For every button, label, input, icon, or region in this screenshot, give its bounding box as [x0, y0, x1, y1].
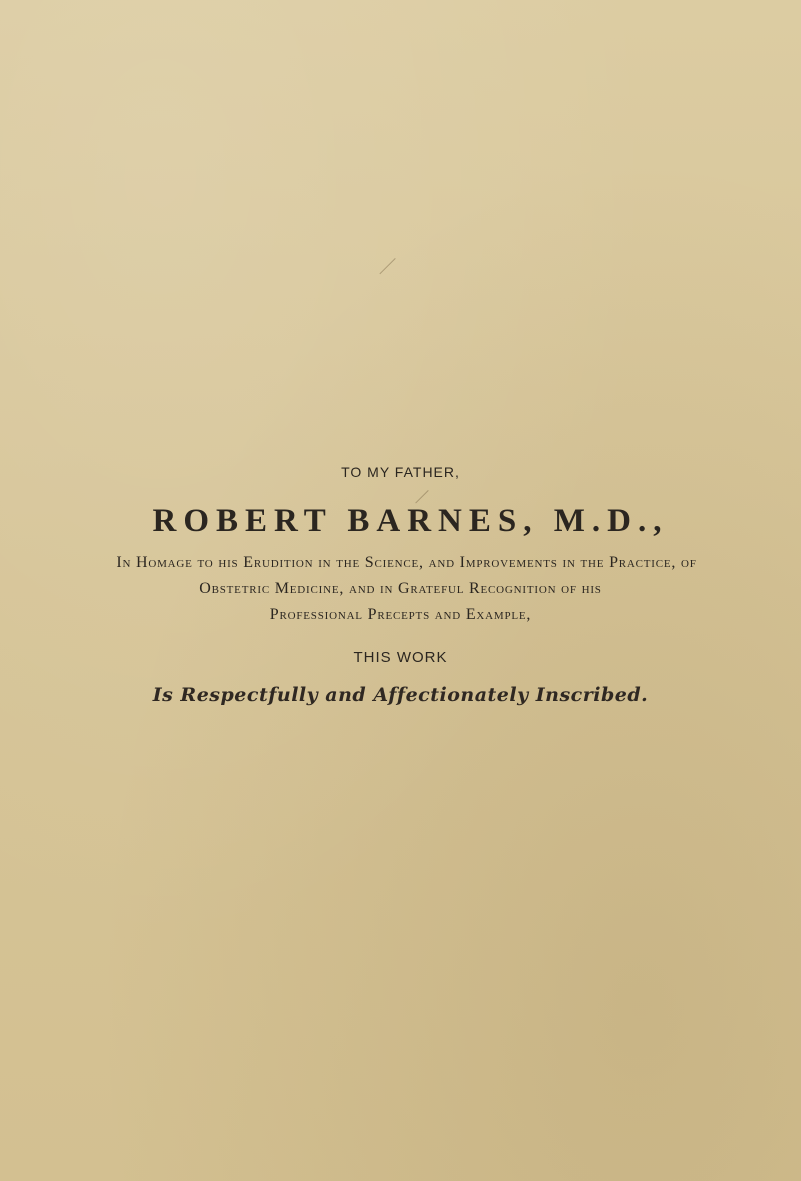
paper-mark — [415, 490, 428, 503]
inscription: Is Respectfully and Affectionately Inscribed. — [152, 684, 649, 706]
homage-line-2: Obstetric Medicine, and in Grateful Recognition of his — [199, 580, 602, 597]
dedicatee-name: ROBERT BARNES, M.D., — [152, 503, 669, 539]
homage-line-3: Professional Precepts and Example, — [269, 606, 532, 623]
paper-mark — [379, 258, 395, 274]
dedication-to: TO MY FATHER, — [341, 464, 460, 480]
homage-line-1: In Homage to his Erudition in the Science, and Improvements in the Practice, of — [116, 554, 697, 571]
this-work: THIS WORK — [353, 649, 448, 666]
